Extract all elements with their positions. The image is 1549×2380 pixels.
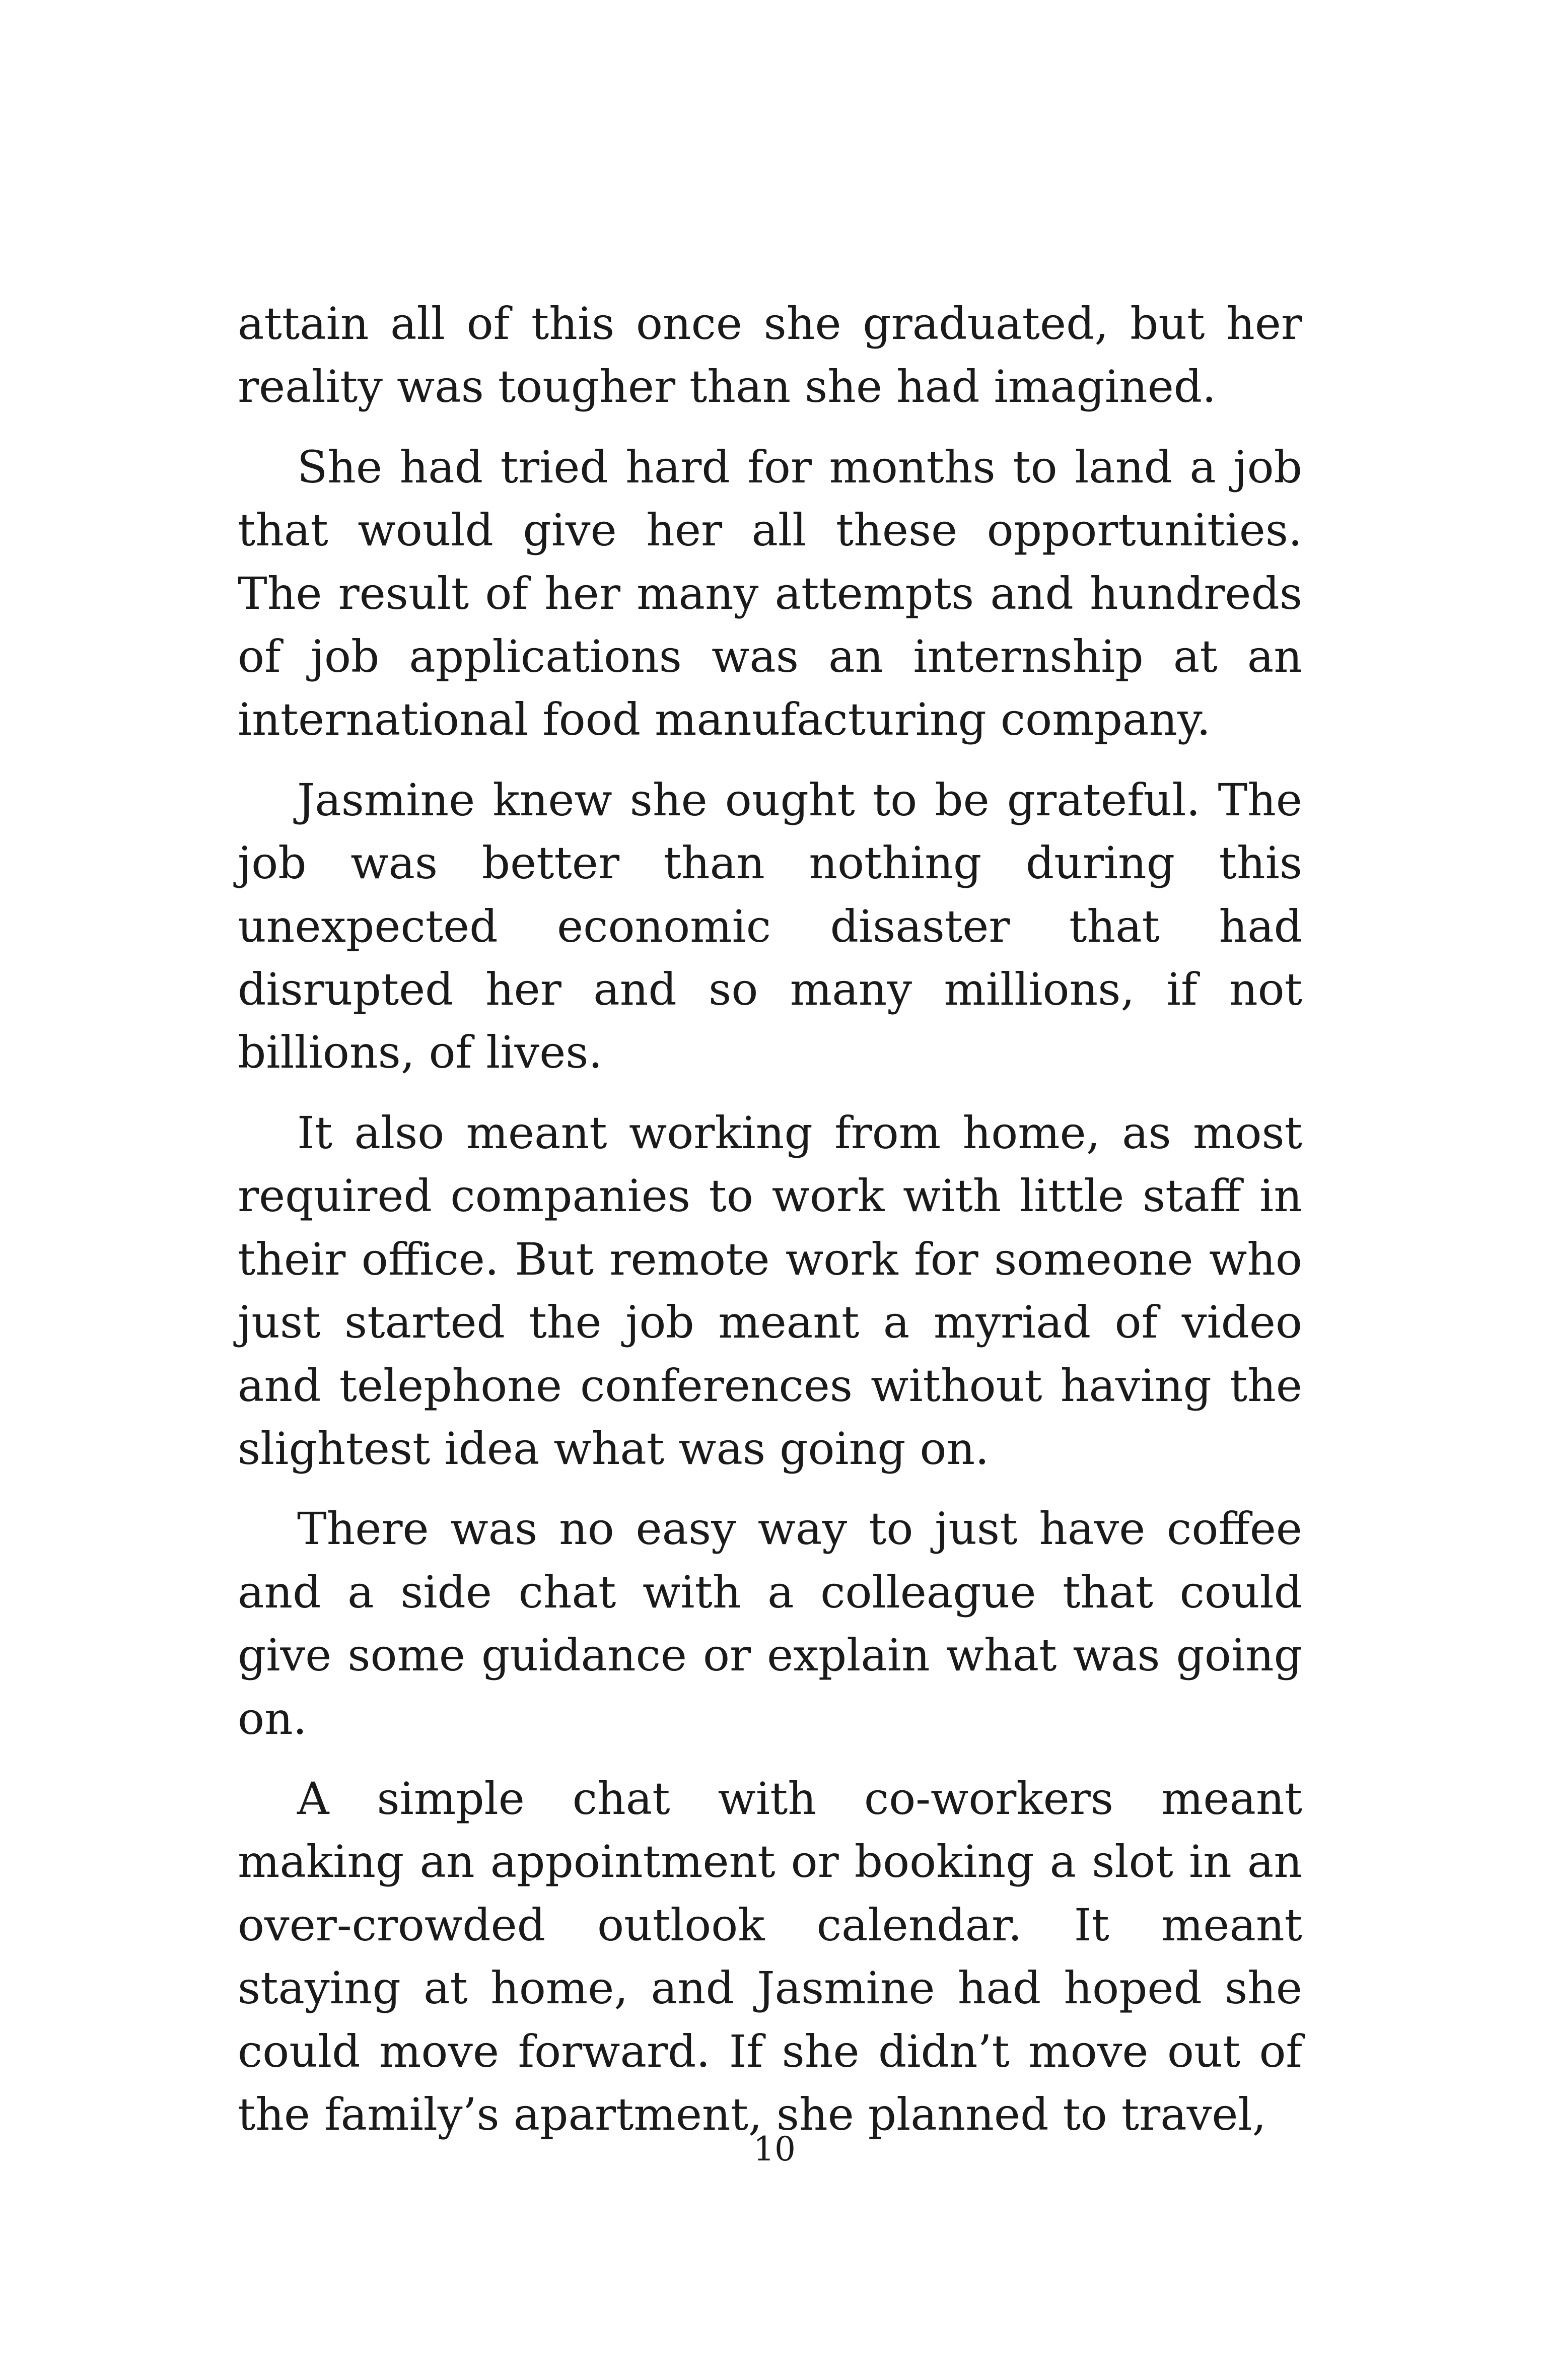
paragraph-5: There was no easy way to just have coffee and a side chat with a colleague that could give some guidance or explain what was going on. [238,1503,1302,1744]
paragraph-3: Jasmine knew she ought to be grateful. The job was better than nothing during this unexpected economic disaster that had disrupted her and so many millions, if not billions, of lives. [238,774,1302,1079]
paragraph-4: It also meant working from home, as most required companies to work with little staff in their office. But remote work for someone who just started the job meant a myriad of video and telephone conferences without having the slightest idea what was going on. [238,1106,1302,1475]
page-number: 10 [753,2130,796,2168]
paragraph-6: A simple chat with co-workers meant making an appointment or booking a slot in an over-crowded outlook calendar. It meant staying at home, and Jasmine had hoped she could move forward. If she didn’t move out of the family’s apartment, she planned to travel, [238,1772,1302,2140]
body-text [238,292,1302,2163]
paragraph-2: She had tried hard for months to land a job that would give her all these opportunities. The result of her many attempts and hundreds of job applications was an internship at an international food manufacturing company. [238,441,1302,746]
paragraph-1: attain all of this once she graduated, but her reality was tougher than she had imagined. [238,298,1302,413]
